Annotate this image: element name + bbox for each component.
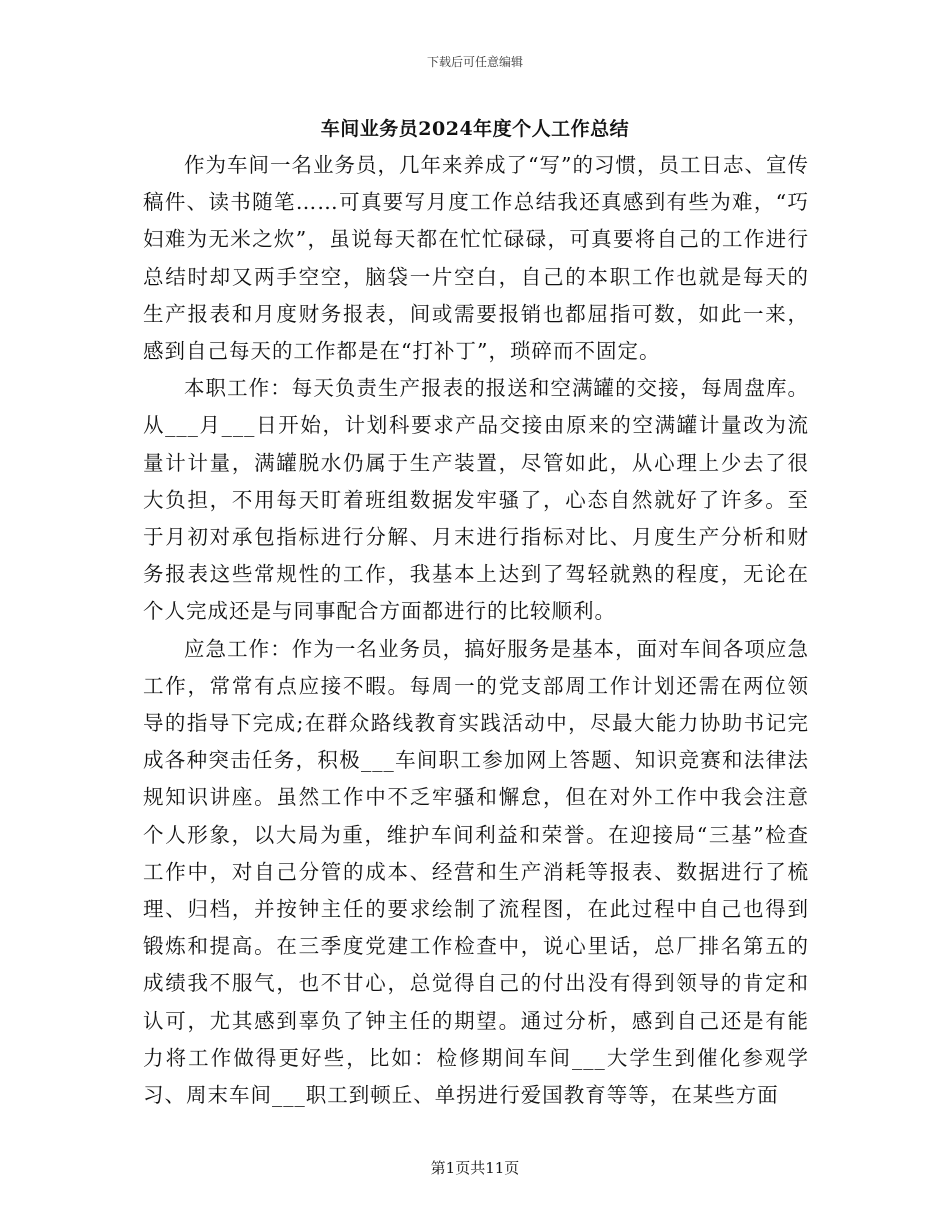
document-title: 车间业务员2024年度个人工作总结 [320, 118, 630, 140]
paragraph-core-duties: 本职工作：每天负责生产报表的报送和空满罐的交接，每周盘库。从___月___日开始，计划科要求产品交接由原来的空满罐计量改为流量计计量，满罐脱水仍属于生产装置，尽管如此，从心理上少去了很大负担，不用每天盯着班组数据发牢骚了，心态自然就好了许多。至于月初对承包指标进行分解、月末进行指标对比、月度生产分析和财务报表这些常规性的工作，我基本上达到了驾轻就熟的程度，无论在个人完成还是与同事配合方面都进行的比较顺利。 [143, 376, 809, 624]
paragraph-emergency-work: 应急工作：作为一名业务员，搞好服务是基本，面对车间各项应急工作，常常有点应接不暇。每周一的党支部周工作计划还需在两位领导的指导下完成;在群众路线教育实践活动中，尽最大能力协助书记完成各种突击任务，积极___车间职工参加网上答题、知识竞赛和法律法规知识讲座。虽然工作中不乏牢骚和懈怠，但在对外工作中我会注意个人形象，以大局为重，维护车间利益和荣誉。在迎接局“三基”检查工作中，对自己分管的成本、经营和生产消耗等报表、数据进行了梳理、归档，并按钟主任的要求绘制了流程图，在此过程中自己也得到锻炼和提高。在三季度党建工作检查中，说心里话，总厂排名第五的成绩我不服气，也不甘心，总觉得自己的付出没有得到领导的肯定和认可，尤其感到辜负了钟主任的期望。通过分析，感到自己还是有能力将工作做得更好些，比如：检修期间车间___大学生到催化参观学习、周末车间___职工到顿丘、单拐进行爱国教育等等，在某些方面 [143, 636, 809, 1108]
paragraph-intro: 作为车间一名业务员，几年来养成了“写”的习惯，员工日志、宣传稿件、读书随笔……可真要写月度工作总结我还真感到有些为难，“巧妇难为无米之炊”，虽说每天都在忙忙碌碌，可真要将自己的工作进行总结时却又两手空空，脑袋一片空白，自己的本职工作也就是每天的生产报表和月度财务报表，间或需要报销也都屈指可数，如此一来，感到自己每天的工作都是在“打补丁”，琐碎而不固定。 [143, 153, 809, 364]
page-number: 第1页共11页 [430, 1159, 520, 1177]
document-body [143, 147, 809, 1114]
header-note: 下载后可任意编辑 [426, 55, 523, 69]
